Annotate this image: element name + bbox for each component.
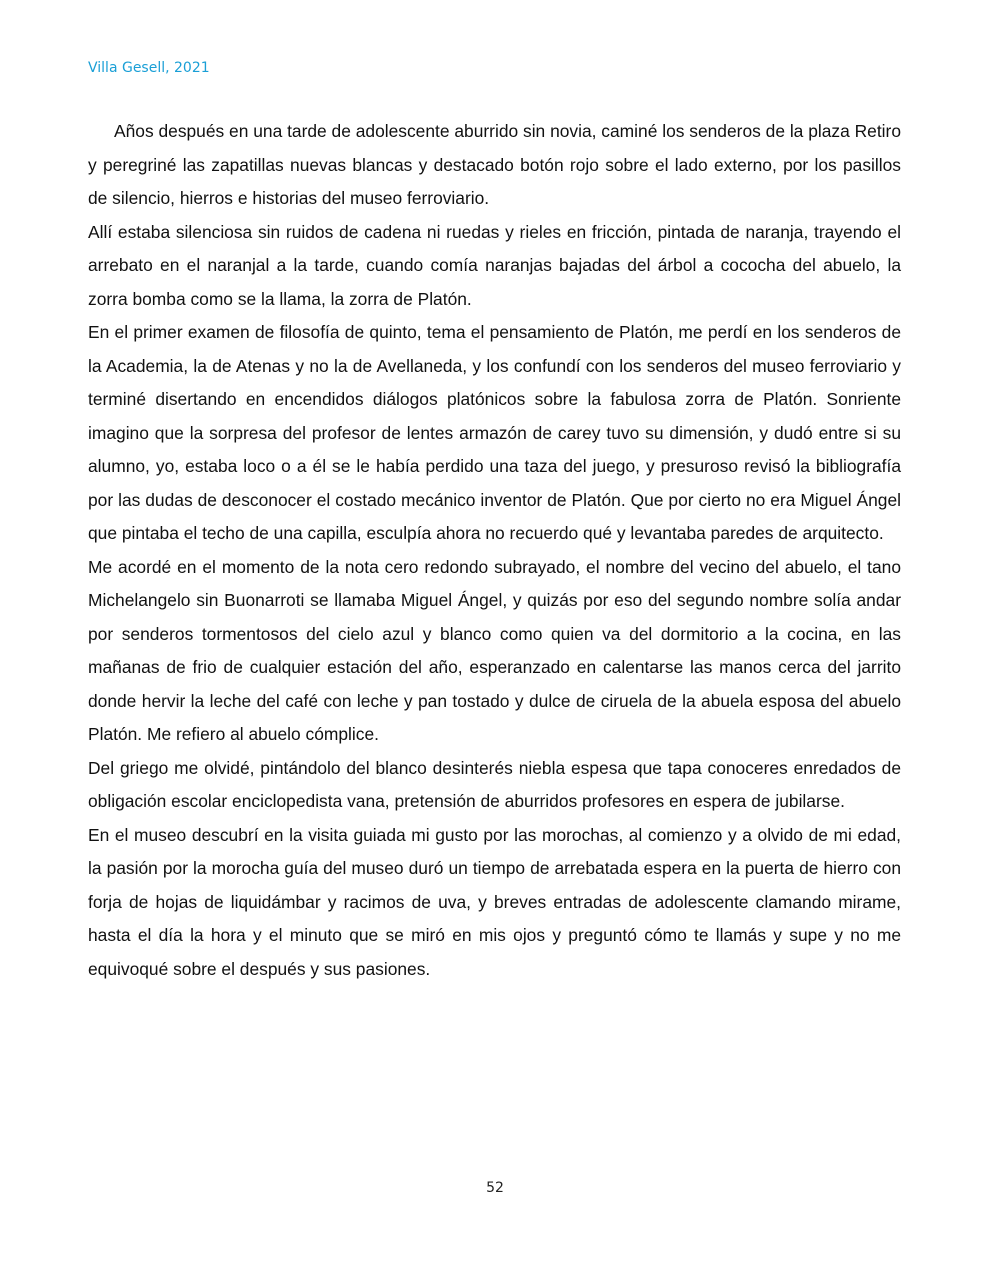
running-header: Villa Gesell, 2021: [88, 60, 210, 76]
paragraph-2: Allí estaba silenciosa sin ruidos de cadena ni ruedas y rieles en fricción, pintada de naranja, trayendo el arrebato en el naranjal a la tarde, cuando comía naranjas bajadas del árbol a cococha del abuelo, la zorra bomba como se la llama, la zorra de Platón.: [88, 221, 901, 309]
paragraph-1: Años después en una tarde de adolescente aburrido sin novia, caminé los senderos de la plaza Retiro y peregriné las zapatillas nuevas blancas y destacado botón rojo sobre el lado externo, por los pasillos de silencio, hierros e historias del museo ferroviario.: [88, 121, 901, 208]
paragraph-4: Me acordé en el momento de la nota cero redondo subrayado, el nombre del vecino del abuelo, el tano Michelangelo sin Buonarroti se llamaba Miguel Ángel, y quizás por eso del segundo nombre solía andar por senderos tormentosos del cielo azul y blanco como quien va del dormitorio a la cocina, en las mañanas de frio de cualquier estación del año, esperanzado en calentarse las manos cerca del jarrito donde hervir la leche del café con leche y pan tostado y dulce de ciruela de la abuela esposa del abuelo Platón. Me refiero al abuelo cómplice.: [88, 556, 901, 744]
body-text: [88, 115, 901, 986]
paragraph-3: En el primer examen de filosofía de quinto, tema el pensamiento de Platón, me perdí en los senderos de la Academia, la de Atenas y no la de Avellaneda, y los confundí con los senderos del museo ferroviario y terminé disertando en encendidos diálogos platónicos sobre la fabulosa zorra de Platón. Sonriente imagino que la sorpresa del profesor de lentes armazón de carey tuvo su dimensión, y dudó entre si su alumno, yo, estaba loco o a él se le había perdido una taza del juego, y presuroso revisó la bibliografía por las dudas de desconocer el costado mecánico inventor de Platón. Que por cierto no era Miguel Ángel que pintaba el techo de una capilla, esculpía ahora no recuerdo qué y levantaba paredes de arquitecto.: [88, 322, 901, 543]
paragraph-6: En el museo descubrí en la visita guiada mi gusto por las morochas, al comienzo y a olvido de mi edad, la pasión por la morocha guía del museo duró un tiempo de arrebatada espera en la puerta de hierro con forja de hojas de liquidámbar y racimos de uva, y breves entradas de adolescente clamando mirame, hasta el día la hora y el minuto que se miró en mis ojos y preguntó cómo te llamás y supe y no me equivoqué sobre el después y sus pasiones.: [88, 824, 901, 979]
page-number: 52: [486, 1180, 504, 1196]
paragraph-5: Del griego me olvidé, pintándolo del blanco desinterés niebla espesa que tapa conoceres enredados de obligación escolar enciclopedista vana, pretensión de aburridos profesores en espera de jubilarse.: [88, 757, 901, 811]
